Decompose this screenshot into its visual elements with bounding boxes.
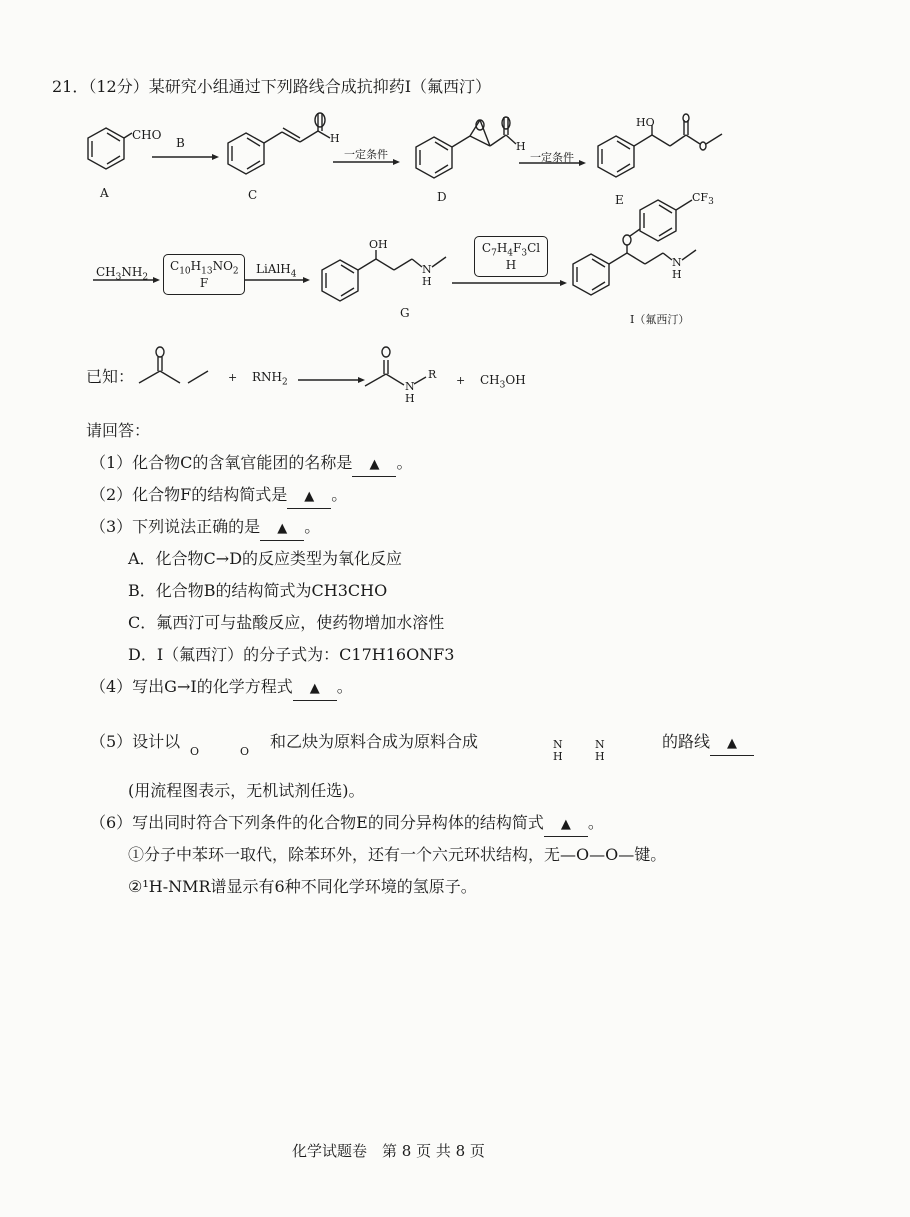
question-4: （4）写出G→Ⅰ的化学方程式 ▲ 。: [90, 676, 353, 701]
label-i-cf3: $CF_3$: [692, 191, 714, 208]
compound-f-label: F: [199, 276, 209, 291]
reagent-ch3nh2: $CH_3NH_2$: [96, 265, 149, 283]
label-i: Ⅰ（氟西汀）: [630, 313, 690, 326]
question-5-part-2: 和乙炔为原料合成为原料合成: [270, 732, 479, 751]
known-rnh2: $RNH_2$: [252, 370, 288, 388]
label-a: A: [100, 186, 109, 200]
question-header: 21．（12分）某研究小组通过下列路线合成抗抑药Ⅰ（氟西汀）: [52, 77, 492, 96]
structure-e: [598, 114, 722, 177]
condition-2: 一定条件: [530, 151, 574, 164]
known-n: N: [405, 380, 415, 393]
answer-intro: 请回答：: [86, 421, 151, 440]
structure-c: [228, 113, 330, 174]
label-c-h: H: [330, 132, 340, 145]
urea-h-right: H: [595, 750, 605, 763]
known-h: H: [405, 392, 415, 405]
known-r: R: [428, 368, 437, 381]
compound-f-formula: $C_{10}H_{13}NO_2$: [170, 259, 239, 277]
carbonate-o-left: O: [190, 745, 200, 758]
question-1: （1）化合物C的含氧官能团的名称是 ▲ 。: [90, 452, 412, 477]
option-d: D．Ⅰ（氟西汀）的分子式为：C17H16ONF3: [128, 645, 455, 664]
label-g-h: H: [422, 275, 432, 288]
known-plus-1: +: [228, 371, 238, 384]
label-e: E: [615, 193, 624, 207]
answer-blank-5[interactable]: ▲: [710, 733, 754, 756]
known-ester: [139, 347, 208, 383]
label-i-h: H: [672, 268, 682, 281]
option-a: A．化合物C→D的反应类型为氧化反应: [128, 549, 403, 568]
compound-h-label: H: [505, 258, 517, 273]
synthesis-scheme: [0, 0, 910, 420]
question-6: （6）写出同时符合下列条件的化合物E的同分异构体的结构简式 ▲ 。: [90, 812, 604, 837]
compound-h-formula: $C_7H_4F_3Cl$: [481, 241, 541, 259]
reagent-lialh4: LiAlH$_4$: [256, 262, 297, 280]
carbonate-o-right: O: [240, 745, 250, 758]
label-g: G: [400, 306, 410, 320]
urea-n-right: N: [595, 738, 605, 751]
question-5-part-1: （5）设计以: [90, 732, 181, 751]
label-g-oh: OH: [369, 238, 388, 251]
known-plus-2: +: [456, 374, 466, 387]
label-d-h: H: [516, 140, 526, 153]
label-g-n: N: [422, 263, 432, 276]
question-5-note: (用流程图表示，无机试剂任选)。: [128, 781, 365, 800]
condition-line-2: ②¹H-NMR谱显示有6种不同化学环境的氢原子。: [128, 877, 477, 896]
question-5-part-3: 的路线 ▲: [662, 731, 754, 756]
answer-blank-1[interactable]: ▲: [352, 454, 396, 477]
answer-blank-4[interactable]: ▲: [293, 678, 337, 701]
label-d: D: [437, 190, 447, 204]
question-3: （3）下列说法正确的是 ▲ 。: [90, 516, 320, 541]
compound-h-box: [474, 236, 548, 277]
known-amide: [365, 347, 426, 386]
known-label: 已知：: [86, 367, 135, 386]
structure-d: [416, 117, 516, 178]
label-cho: CHO: [132, 128, 162, 142]
condition-1: 一定条件: [344, 148, 388, 161]
condition-line-1: ①分子中苯环一取代，除苯环外，还有一个六元环状结构，无—O—O—键。: [128, 845, 667, 864]
urea-h-left: H: [553, 750, 563, 763]
option-c: C．氟西汀可与盐酸反应，使药物增加水溶性: [128, 613, 445, 632]
compound-f-box: [163, 254, 245, 295]
answer-blank-6[interactable]: ▲: [544, 814, 588, 837]
benzene-ring-a: [88, 128, 132, 169]
known-ch3oh: $CH_3OH$: [480, 373, 526, 391]
answer-blank-2[interactable]: ▲: [287, 486, 331, 509]
urea-n-left: N: [553, 738, 563, 751]
label-c: C: [248, 188, 258, 202]
label-e-ho: HO: [636, 116, 655, 129]
page-footer: 化学试题卷 第 8 页 共 8 页: [292, 1142, 485, 1160]
question-2: （2）化合物F的结构简式是 ▲ 。: [90, 484, 347, 509]
option-b: B．化合物B的结构简式为CH3CHO: [128, 581, 388, 600]
reagent-b: B: [176, 136, 185, 150]
answer-blank-3[interactable]: ▲: [260, 518, 304, 541]
label-i-n: N: [672, 256, 682, 269]
